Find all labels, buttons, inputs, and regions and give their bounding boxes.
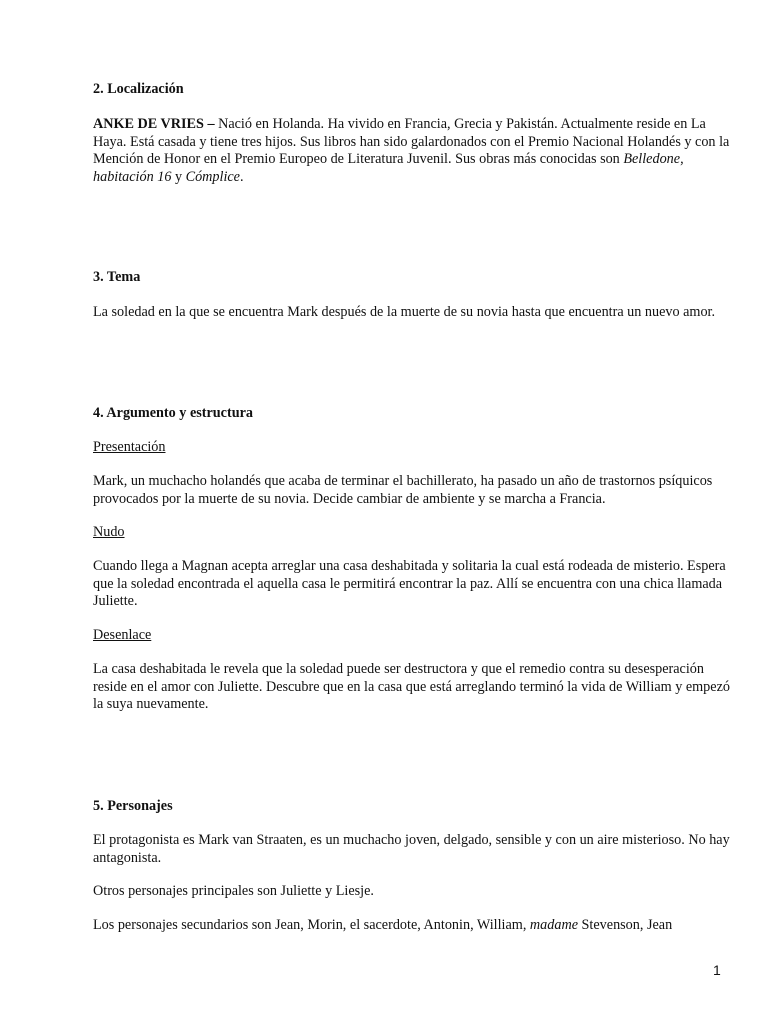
- principales-paragraph: Otros personajes principales son Juliette y Liesje.: [93, 883, 374, 899]
- book-title-belledone: Belledone: [623, 151, 681, 167]
- subheading-presentacion: Presentación: [93, 439, 166, 455]
- desenlace-paragraph: La casa deshabitada le revela que la soledad puede ser destructora y que el remedio contra su desesperación reside en el amor con Juliette. Descubre que en la casa que está arreglando terminó la vida de William y empezó la suya nuevamente.: [93, 661, 730, 712]
- presentacion-paragraph: Mark, un muchacho holandés que acaba de terminar el bachillerato, ha pasado un año de trastornos psíquicos provocados por la muerte de su novia. Decide cambiar de ambiente y se marcha a Francia.: [93, 473, 713, 507]
- section-heading-personajes: 5. Personajes: [93, 798, 173, 814]
- section-heading-localizacion: 2. Localización: [93, 81, 184, 97]
- secundarios-madame: madame: [529, 917, 578, 933]
- section-heading-argumento: 4. Argumento y estructura: [93, 405, 253, 421]
- book-title-habitacion-16: habitación 16: [93, 168, 172, 185]
- nudo-paragraph: Cuando llega a Magnan acepta arreglar una casa deshabitada y solitaria la cual está rodeada de misterio. Espera que la soledad encontrada el aquella casa le permitirá encontrar la paz. Allí se encuentra con una chica llamada Juliette.: [93, 558, 726, 609]
- protagonista-paragraph: El protagonista es Mark van Straaten, es un muchacho joven, delgado, sensible y con un aire misterioso. No hay antagonista.: [93, 832, 730, 866]
- secundarios-paragraph: [93, 917, 733, 935]
- author-bio-paragraph: [93, 116, 733, 186]
- secundarios-text-end: Stevenson, Jean: [578, 917, 673, 933]
- sentence-end: .: [239, 168, 244, 185]
- book-title-complice: Cómplice: [185, 168, 240, 185]
- page-number: 1: [713, 962, 721, 978]
- tema-paragraph: La soledad en la que se encuentra Mark después de la muerte de su novia hasta que encuentra un nuevo amor.: [93, 304, 716, 320]
- author-bio-text: Nació en Holanda. Ha vivido en Francia, Grecia y Pakistán. Actualmente reside en La Haya. Está casada y tiene tres hijos. Sus libros han sido galardonados con el Premio Nacional Holandés y con la Mención de Honor en el Premio Europeo de Literatura Juvenil. Sus obras más conocidas son: [93, 116, 730, 167]
- subheading-nudo: Nudo: [93, 524, 125, 540]
- separator-comma: ,: [680, 151, 684, 167]
- subheading-desenlace: Desenlace: [93, 627, 152, 643]
- section-heading-tema: 3. Tema: [93, 269, 141, 285]
- author-name: ANKE DE VRIES –: [93, 116, 215, 132]
- secundarios-text-start: Los personajes secundarios son Jean, Morin, el sacerdote, Antonin, William,: [93, 917, 530, 933]
- separator-y: y: [171, 168, 186, 185]
